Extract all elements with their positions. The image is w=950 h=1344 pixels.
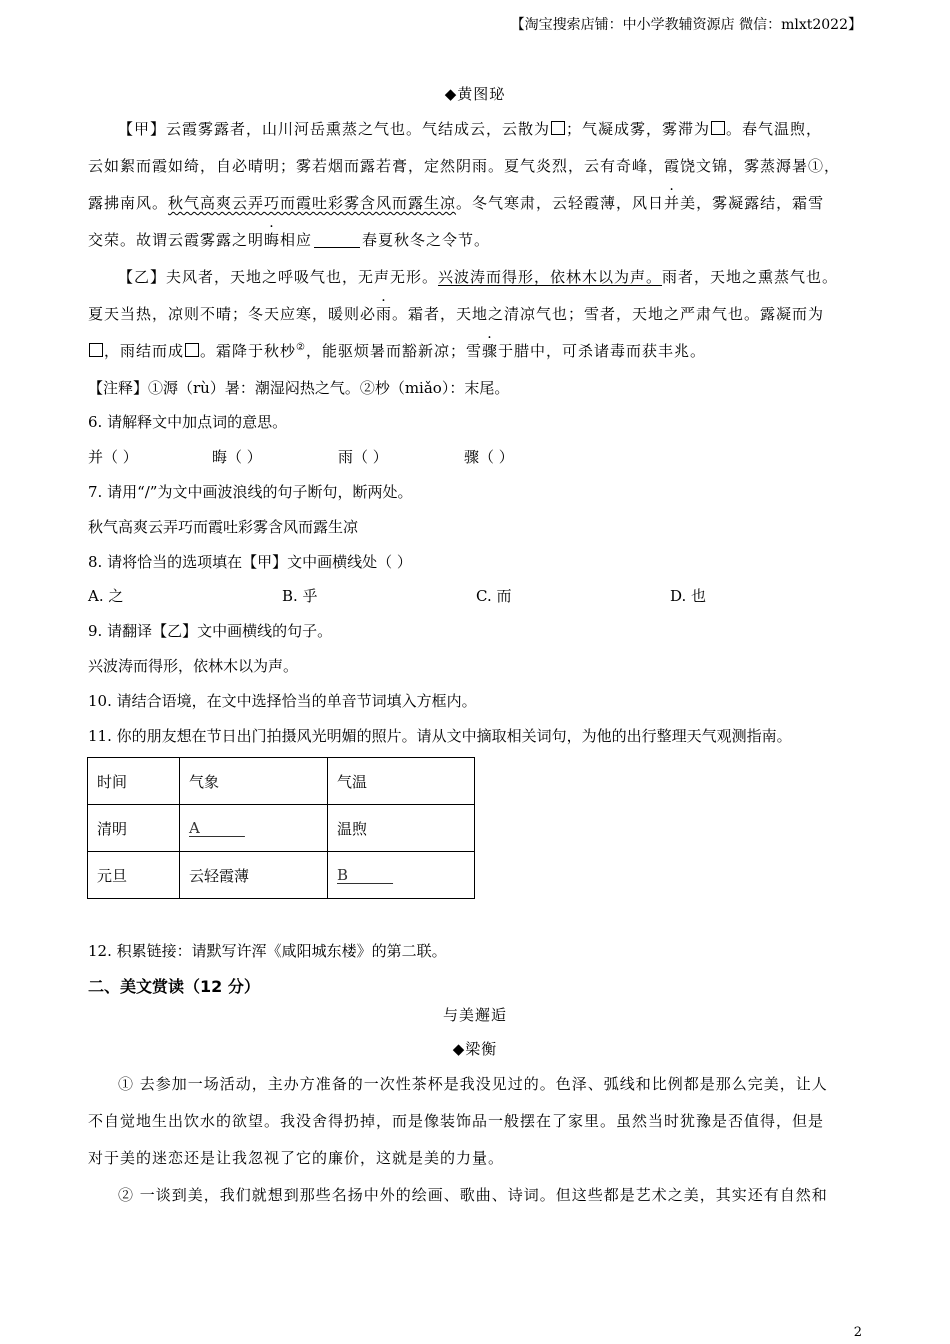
option-c[interactable]: C. 而 (476, 587, 512, 605)
essay-p2-line1: ② 一谈到美，我们就想到那些名扬中外的绘画、歌曲、诗词。但这些都是艺术之美，其实还有自然和 (118, 1186, 828, 1204)
table-row: 清明 A______ 温煦 (88, 805, 475, 852)
fill-box (551, 121, 565, 135)
question-8: 8. 请将恰当的选项填在【甲】文中画横线处（ ） (88, 553, 412, 571)
q7-text: 秋气高爽云弄巧而霞吐彩雾含风而露生凉 (88, 518, 359, 536)
option-b[interactable]: B. 乎 (282, 587, 318, 605)
question-6: 6. 请解释文中加点词的意思。 (88, 413, 288, 431)
fill-box (185, 343, 199, 357)
weather-guide-table (87, 757, 475, 899)
q6-items: 并（ ） 晦（ ） 雨（ ） 骤（ ） (88, 448, 514, 466)
table-header: 气温 (328, 758, 475, 805)
blank-line (314, 247, 360, 248)
jia-line-2: 云如絮而霞如绮，自必晴明；雾若烟而露若膏，定然阴雨。夏气炎烈，云有奇峰，霞饶文锦，雾蒸溽暑①， (88, 157, 841, 175)
author-1: ◆黄图珌 (444, 85, 506, 103)
table-header-row (88, 758, 475, 805)
dotted-word-zhou: 骤 (482, 342, 499, 360)
dotted-word-bing: 并 (664, 194, 681, 212)
jia-line-3: 露拂南风。秋气高爽云弄巧而霞吐彩雾含风而露生凉。冬气寒肃，云轻霞薄，风日并美，雾凝露结，霜雪 (88, 194, 825, 212)
section-heading: 二、美文赏读（12 分） (88, 977, 260, 996)
option-a[interactable]: A. 之 (88, 587, 124, 605)
table-row: 元旦 云轻霞薄 B______ (88, 852, 475, 899)
dotted-word-hui: 晦 (264, 231, 281, 249)
option-d[interactable]: D. 也 (670, 587, 707, 605)
jia-line-1: 【甲】云霞雾露者，山川河岳熏蒸之气也。气结成云，云散为 ；气凝成雾，雾滞为 。春气温煦， (118, 120, 823, 138)
q9-text: 兴波涛而得形，依林木以为声。 (88, 657, 299, 675)
essay-p1-line2: 不自觉地生出饮水的欲望。我没舍得扔掉，而是像装饰品一般摆在了家里。虽然当时犹豫是否值得，但是 (88, 1112, 825, 1130)
yi-line-1: 【乙】夫风者，天地之呼吸气也，无声无形。兴波涛而得形，依林木以为声。雨者，天地之熏蒸气也。 (118, 268, 839, 286)
question-7: 7. 请用“/”为文中画波浪线的句子断句，断两处。 (88, 483, 413, 501)
essay-p1-line3: 对于美的迷恋还是让我忽视了它的廉价，这就是美的力量。 (88, 1149, 505, 1167)
author-2: ◆梁衡 (452, 1040, 498, 1058)
question-9: 9. 请翻译【乙】文中画横线的句子。 (88, 622, 333, 640)
question-11: 11. 你的朋友想在节日出门拍摄风光明媚的照片。请从文中摘取相关词句，为他的出行整理天气观测指南。 (88, 727, 792, 745)
note: 【注释】①溽（rù）暑：潮湿闷热之气。②杪（miǎo）：末尾。 (88, 379, 510, 397)
essay-p1-line1: ① 去参加一场活动，主办方准备的一次性茶杯是我没见过的。色泽、弧线和比例都是那么完美，让人 (118, 1075, 828, 1093)
question-12: 12. 积累链接：请默写许浑《咸阳城东楼》的第二联。 (88, 942, 447, 960)
question-10: 10. 请结合语境，在文中选择恰当的单音节词填入方框内。 (88, 692, 477, 710)
essay-title: 与美邂逅 (442, 1006, 507, 1024)
wavy-sentence: 秋气高爽云弄巧而霞吐彩雾含风而露生凉 (168, 194, 457, 212)
yi-line-2: 夏天当热，凉则不晴；冬天应寒，暖则必雨。霜者，天地之清凉气也；雪者，天地之严肃气也。露凝而为 (88, 305, 825, 323)
page-header: 【淘宝搜索店铺：中小学教辅资源店 微信：mlxt2022】 (510, 17, 862, 33)
answer-blank-a[interactable]: A______ (189, 819, 245, 837)
answer-blank-b[interactable]: B______ (337, 866, 394, 884)
q8-options (88, 585, 706, 606)
fill-box (711, 121, 725, 135)
page-number: 2 (853, 1325, 862, 1340)
jia-line-4: 交荣。故谓云霞雾露之明晦相应 春夏秋冬之令节。 (88, 231, 491, 249)
table-header: 气象 (180, 758, 328, 805)
yi-line-3: ，雨结而成 。霜降于秋杪②，能驱烦暑而豁新凉；雪骤于腊中，可杀诸毒而获丰兆。 (88, 340, 706, 361)
dotted-word-yu: 雨 (376, 305, 393, 323)
fill-box (89, 343, 103, 357)
table-header: 时间 (88, 758, 180, 805)
underlined-sentence: 兴波涛而得形，依林木以为声。 (438, 268, 663, 286)
